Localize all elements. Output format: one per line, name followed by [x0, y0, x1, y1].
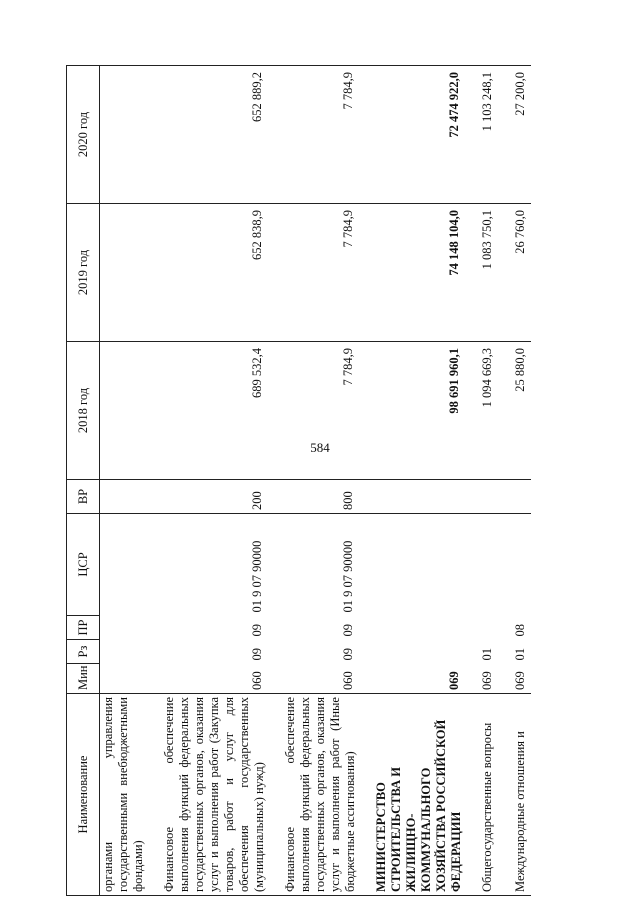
row-2019: 7 784,9 — [282, 204, 359, 342]
row-rz: 01 — [513, 648, 527, 661]
header-min: Мин — [67, 664, 100, 694]
table-row — [161, 66, 268, 896]
row-min — [100, 664, 148, 694]
row-name: Международные отношения и — [512, 694, 531, 896]
row-vr — [373, 480, 465, 514]
table-row — [282, 66, 359, 896]
row-name: Общегосударственные вопросы — [479, 694, 498, 896]
row-2020: 652 889,2 — [161, 66, 268, 204]
page-number: 584 — [310, 440, 330, 455]
row-csr — [100, 514, 148, 616]
row-pr — [100, 616, 148, 640]
row-rz: 09 — [341, 648, 355, 661]
row-2018: 689 532,4 — [161, 342, 268, 480]
row-2019: 26 760,0 — [512, 204, 531, 342]
table-row — [479, 66, 498, 896]
row-min: 060 — [161, 664, 268, 694]
header-name: Наименование — [67, 694, 100, 896]
row-csr — [373, 514, 465, 616]
row-csr — [479, 514, 498, 616]
row-min: 069 — [512, 664, 531, 694]
row-vr — [512, 480, 531, 514]
row-csr: 01 9 07 90000 — [161, 514, 268, 616]
row-rz — [100, 640, 148, 664]
row-rz — [373, 640, 465, 664]
row-2020: 7 784,9 — [282, 66, 359, 204]
table-header-row — [67, 66, 100, 896]
row-2018: 25 880,0 — [512, 342, 531, 480]
row-2019 — [100, 204, 148, 342]
table-row — [512, 66, 531, 896]
row-spacer — [498, 66, 512, 896]
row-pr: 09 — [341, 624, 355, 637]
row-name: МИНИСТЕРСТВО СТРОИТЕЛЬСТВА И ЖИЛИЩНО-КОММУНАЛЬНОГО ХОЗЯЙСТВА РОССИЙСКОЙ ФЕДЕРАЦИИ — [373, 694, 465, 896]
row-2020: 1 103 248,1 — [479, 66, 498, 204]
budget-table — [66, 65, 531, 896]
row-min: 069 — [479, 664, 498, 694]
row-csr: 01 9 07 90000 — [282, 514, 359, 616]
row-pr — [373, 616, 465, 640]
row-2020: 27 200,0 — [512, 66, 531, 204]
row-2018: 1 094 669,3 — [479, 342, 498, 480]
row-rz: 01 — [480, 648, 494, 661]
header-rz: Рз — [67, 640, 100, 664]
row-rz: 09 — [250, 648, 264, 661]
row-2018: 98 691 960,1 — [373, 342, 465, 480]
row-2020: 72 474 922,0 — [373, 66, 465, 204]
row-spacer — [359, 66, 373, 896]
row-pr: 09 — [250, 624, 264, 637]
row-2019: 1 083 750,1 — [479, 204, 498, 342]
header-2020: 2020 год — [67, 66, 100, 204]
table-row — [373, 66, 465, 896]
row-2018: 7 784,9 — [282, 342, 359, 480]
table-row — [100, 66, 148, 896]
row-vr — [100, 480, 148, 514]
row-name: органами управления государственными внебюджетными фондами) — [100, 694, 148, 896]
row-spacer — [268, 66, 282, 896]
row-spacer — [465, 66, 479, 896]
budget-table-rotated — [66, 66, 631, 896]
header-vr: ВР — [67, 480, 100, 514]
row-name: Финансовое обеспечение выполнения функций федеральных государственных органов, оказания услуг и выполнения работ (Иные бюджетные ассигнования) — [282, 694, 359, 896]
row-min: 069 — [373, 664, 465, 694]
row-2019: 74 148 104,0 — [373, 204, 465, 342]
row-vr: 200 — [161, 480, 268, 514]
row-name: Финансовое обеспечение выполнения функций федеральных государственных органов, оказания услуг и выполнения работ (Закупка товаров, работ и услуг для обеспечения государственных (муниципальных) нужд) — [161, 694, 268, 896]
row-2020 — [100, 66, 148, 204]
row-2019: 652 838,9 — [161, 204, 268, 342]
header-2018: 2018 год — [67, 342, 100, 480]
row-spacer — [147, 66, 161, 896]
row-2018 — [100, 342, 148, 480]
row-vr: 800 — [282, 480, 359, 514]
header-pr: ПР — [67, 616, 100, 640]
row-csr — [512, 514, 531, 616]
row-vr — [479, 480, 498, 514]
header-2019: 2019 год — [67, 204, 100, 342]
row-pr: 08 — [513, 624, 527, 637]
header-csr: ЦСР — [67, 514, 100, 616]
row-pr — [479, 616, 498, 640]
row-min: 060 — [282, 664, 359, 694]
